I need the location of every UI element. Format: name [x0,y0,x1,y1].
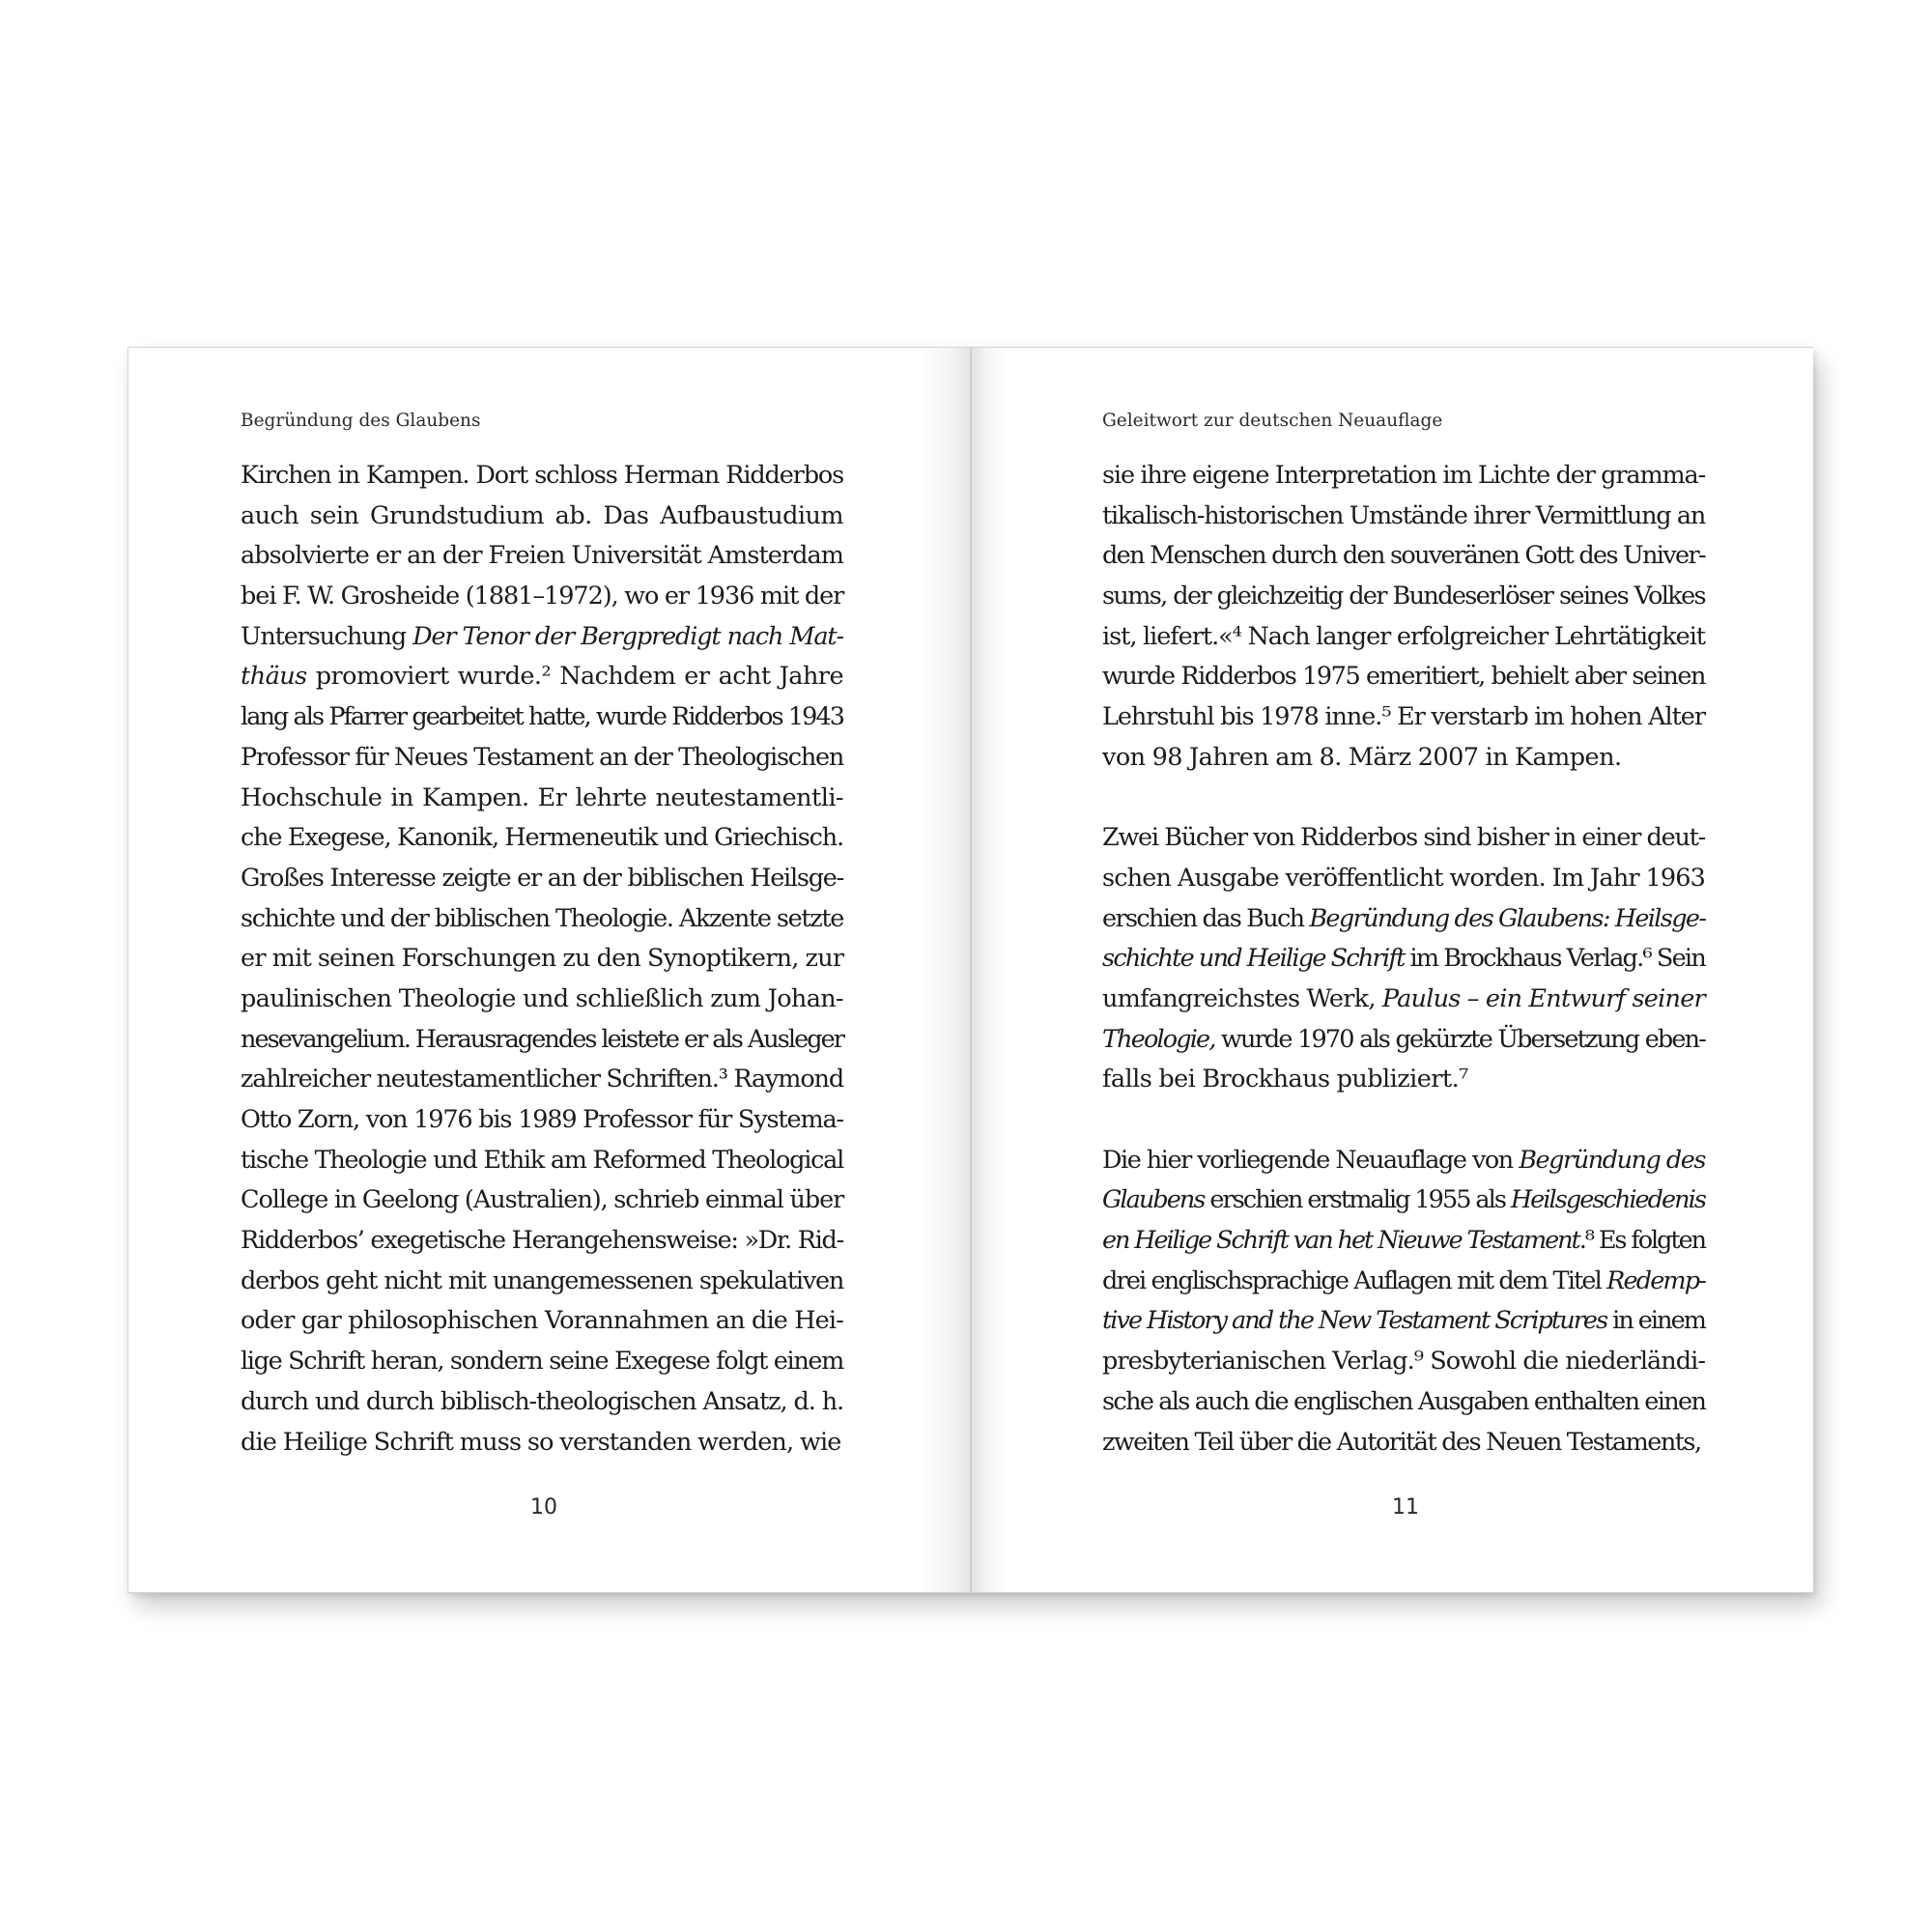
text-run: durch und durch biblisch-theologischen Ansatz, d. h. [241,1386,843,1416]
text-line [1102,859,1705,899]
italic-text: Paulus – ein Entwurf seiner [1381,983,1705,1013]
text-run: wurde Ridderbos 1975 emeritiert, behielt aber seinen [1102,662,1705,692]
text-run: Hochschule in Kampen. Er lehrte neutestamentli- [241,782,843,812]
text-line [1102,980,1705,1020]
text-run: College in Geelong (Australien), schrieb einmal über [241,1185,844,1215]
text-line [1102,1020,1705,1061]
text-line [1102,1342,1705,1382]
text-run: promoviert wurde.² Nachdem er acht Jahre [306,662,843,692]
text-run: in einem [1606,1306,1705,1336]
text-line [241,657,843,697]
text-line [241,939,843,980]
text-line [241,1020,843,1061]
text-line [1102,1382,1705,1423]
text-run: er mit seinen Forschungen zu den Synoptikern, zur [241,944,844,974]
text-line [241,738,843,779]
text-run: tikalisch-historischen Umstände ihrer Vermittlung an [1102,500,1705,530]
text-run: zweiten Teil über die Autorität des Neuen Testaments, [1102,1427,1701,1457]
book-spread [128,347,1813,1593]
text-line [1102,939,1705,980]
text-line [241,1100,843,1141]
paragraph-break [1102,1100,1705,1141]
text-line [1102,818,1705,859]
italic-text: tive History and the New Testament Scriptures [1102,1306,1607,1336]
body-text [241,456,843,1463]
text-line [1102,536,1705,577]
text-run: bei F. W. Grosheide (1881–1972), wo er 1936 mit der [241,582,844,611]
text-run: Ridderbos’ exegetische Herangehensweise: »Dr. Rid- [241,1226,843,1256]
text-run: Professor für Neues Testament an der Theologischen [241,742,843,772]
text-run: umfangreichstes Werk, [1102,983,1382,1013]
text-run: lang als Pfarrer gearbeitet hatte, wurde Ridderbos 1943 [241,702,843,732]
text-line [241,1262,843,1302]
italic-text: schichte und Heilige Schrift [1102,944,1405,974]
text-line [1102,697,1705,738]
text-line [241,1301,843,1342]
text-line [1102,1423,1705,1463]
page-number: 11 [1392,1495,1419,1520]
text-run: Zwei Bücher von Ridderbos sind bisher in einer deut- [1102,823,1705,853]
text-run: den Menschen durch den souveränen Gott des Univer- [1102,541,1705,571]
text-line [1102,617,1705,658]
italic-text: Theologie, [1102,1024,1215,1054]
text-line [1102,1141,1705,1181]
text-line [241,1141,843,1181]
text-run: Otto Zorn, von 1976 bis 1989 Professor für Systema- [241,1105,843,1134]
right-page [971,348,1813,1592]
text-line [241,617,843,658]
text-line [241,1342,843,1382]
text-run: schen Ausgabe veröffentlicht worden. Im Jahr 1963 [1102,863,1705,893]
text-line [241,859,843,899]
italic-text: Redemp- [1606,1265,1705,1295]
text-run: che Exegese, Kanonik, Hermeneutik und Griechisch. [241,823,843,853]
text-run: sche als auch die englischen Ausgaben enthalten einen [1102,1386,1706,1416]
italic-text: thäus [241,662,307,692]
text-run: auch sein Grundstudium ab. Das Aufbaustudium [241,500,843,530]
text-run: drei englischsprachige Auflagen mit dem Titel [1102,1265,1607,1295]
text-line [241,1382,843,1423]
text-run: absolvierte er an der Freien Universität Amsterdam [241,541,843,571]
running-head: Begründung des Glaubens [241,411,481,431]
text-line [1102,577,1705,617]
text-line [241,818,843,859]
gutter-fold [970,348,972,1592]
body-text [1102,456,1705,1463]
text-run: erschien das Buch [1102,903,1310,933]
text-run: die Heilige Schrift muss so verstanden werden, wie [241,1427,841,1457]
text-line [1102,1221,1705,1262]
text-line [1102,738,1705,779]
page-number: 10 [530,1495,557,1520]
text-run: zahlreicher neutestamentlicher Schriften.³ Raymond [241,1065,843,1094]
text-line [1102,1060,1705,1100]
text-line [1102,899,1705,940]
text-run: sie ihre eigene Interpretation im Lichte der gramma- [1102,461,1706,490]
text-line [1102,456,1705,497]
text-run: oder gar philosophischen Vorannahmen an die Hei- [241,1306,843,1336]
text-line [241,1060,843,1100]
running-head: Geleitwort zur deutschen Neuauflage [1102,411,1443,431]
text-run: wurde 1970 als gekürzte Übersetzung eben- [1214,1024,1705,1054]
left-page [128,348,971,1592]
text-run: Kirchen in Kampen. Dort schloss Herman Ridderbos [241,461,843,490]
text-line [1102,1262,1705,1302]
italic-text: en Heilige Schrift van het Nieuwe Testament [1102,1226,1579,1256]
text-line [1102,497,1705,537]
text-run: im Brockhaus Verlag.⁶ Sein [1404,944,1705,974]
text-run: Untersuchung [241,621,413,651]
text-line [241,899,843,940]
text-run: Lehrstuhl bis 1978 inne.⁵ Er verstarb im hohen Alter [1102,702,1705,732]
text-line [241,536,843,577]
text-run: derbos geht nicht mit unangemessenen spekulativen [241,1265,843,1295]
text-line [1102,1180,1705,1221]
text-line [241,456,843,497]
paragraph-break [1102,779,1705,819]
text-line [1102,657,1705,697]
text-line [241,497,843,537]
text-run: ist, liefert.«⁴ Nach langer erfolgreicher Lehrtätigkeit [1102,621,1705,651]
text-run: paulinischen Theologie und schließlich zum Johan- [241,983,843,1013]
italic-text: Begründung des [1519,1145,1705,1175]
text-run: Die hier vorliegende Neuauflage von [1102,1145,1520,1175]
text-run: presbyterianischen Verlag.⁹ Sowohl die niederländi- [1102,1347,1705,1377]
text-run: tische Theologie und Ethik am Reformed Theological [241,1145,843,1175]
text-line [241,1423,843,1463]
text-run: nesevangelium. Herausragendes leistete er als Ausleger [241,1024,843,1054]
italic-text: Der Tenor der Bergpredigt nach Mat- [412,621,843,651]
text-line [241,1180,843,1221]
text-line [241,980,843,1020]
italic-text: Glaubens [1102,1185,1205,1215]
text-run: Großes Interesse zeigte er an der biblischen Heilsge- [241,863,843,893]
text-run: von 98 Jahren am 8. März 2007 in Kampen. [1102,742,1622,772]
italic-text: Heilsgeschiedenis [1510,1185,1705,1215]
text-line [241,779,843,819]
text-line [241,697,843,738]
text-run: lige Schrift heran, sondern seine Exegese folgt einem [241,1347,843,1377]
text-line [241,577,843,617]
italic-text: Begründung des Glaubens: Heilsge- [1309,903,1706,933]
text-run: falls bei Brockhaus publiziert.⁷ [1102,1065,1468,1094]
text-run: .⁸ Es folgten [1578,1226,1706,1256]
text-line [241,1221,843,1262]
text-run: erschien erstmalig 1955 als [1204,1185,1511,1215]
text-line [1102,1301,1705,1342]
text-run: schichte und der biblischen Theologie. Akzente setzte [241,903,843,933]
text-run: sums, der gleichzeitig der Bundeserlöser seines Volkes [1102,582,1705,611]
